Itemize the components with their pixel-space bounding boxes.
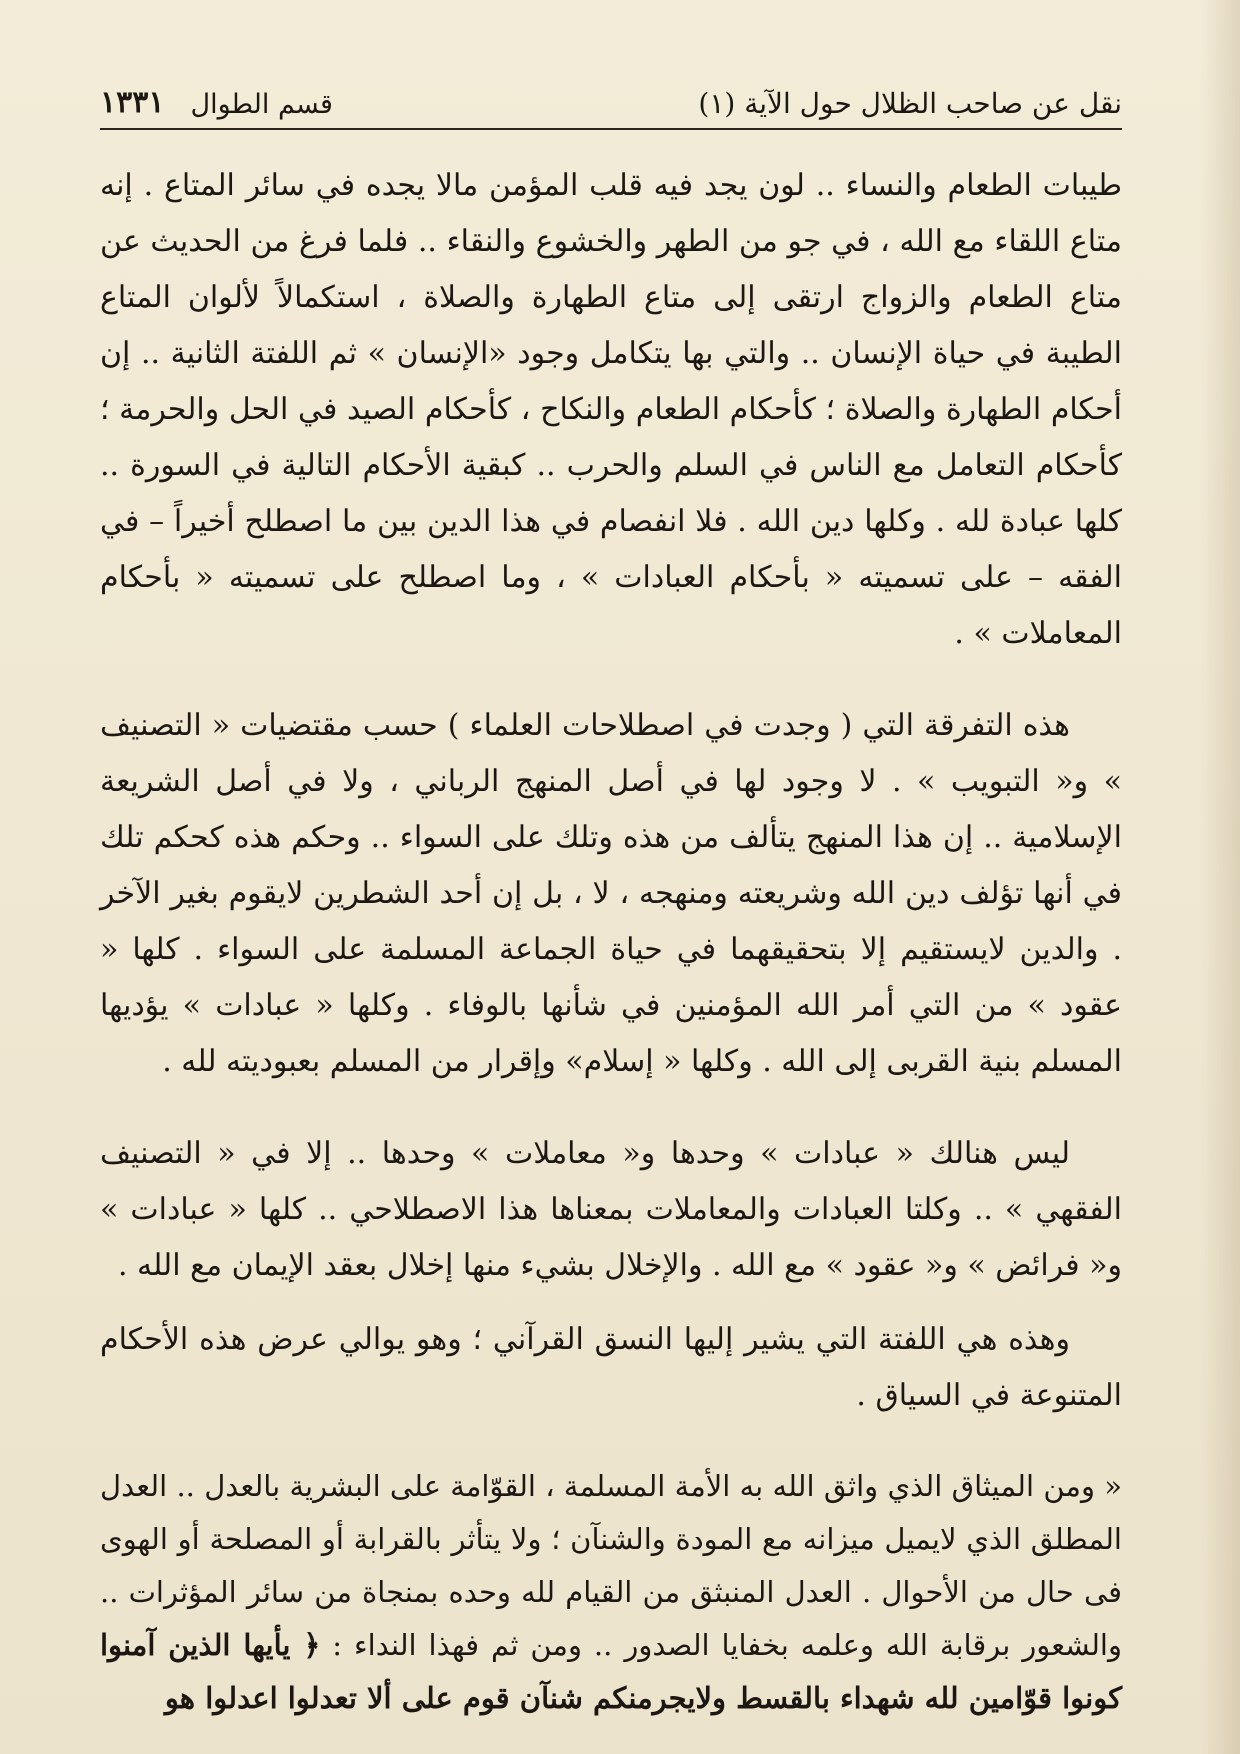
paragraph-4: وهذه هي اللفتة التي يشير إليها النسق القرآني ؛ وهو يوالي عرض هذه الأحكام المتنوعة في السياق . xyxy=(100,1322,1122,1413)
paragraph-2: هذه التفرقة التي ( وجدت في اصطلاحات العلماء ) حسب مقتضيات « التصنيف » و« التبويب » . لا وجود لها في أصل المنهج الرباني ، ولا في أصل الشريعة الإسلامية .. إن هذا المنهج يتألف من هذه وتلك على السواء .. وحكم هذه كحكم تلك في أنها تؤلف دين الله وشريعته ومنهجه ، لا ، بل إن أحد الشطرين لايقوم بغير الآخر . والدين لايستقيم إلا بتحقيقهما في حياة الجماعة المسلمة على السواء . كلها « عقود » من التي أمر الله المؤمنين في شأنها بالوفاء . وكلها « عبادات » يؤديها المسلم بنية القربى إلى الله . وكلها « إسلام» وإقرار من المسلم بعبوديته لله . xyxy=(100,708,1122,1079)
page-body xyxy=(100,158,1122,1725)
paragraph-1: طيبات الطعام والنساء .. لون يجد فيه قلب المؤمن مالا يجده في سائر المتاع . إنه متاع اللقاء مع الله ، في جو من الطهر والخشوع والنقاء .. فلما فرغ من الحديث عن متاع الطعام والزواج ارتقى إلى متاع الطهارة والصلاة ، استكمالاً لألوان المتاع الطيبة في حياة الإنسان .. والتي بها يتكامل وجود «الإنسان » ثم اللفتة الثانية .. إن أحكام الطهارة والصلاة ؛ كأحكام الطعام والنكاح ، كأحكام الصيد في الحل والحرمة ؛ كأحكام التعامل مع الناس في السلم والحرب .. كبقية الأحكام التالية في السورة .. كلها عبادة لله . وكلها دين الله . فلا انفصام في هذا الدين بين ما اصطلح أخيراً – في الفقه – على تسميته « بأحكام العبادات » ، وما اصطلح على تسميته « بأحكام المعاملات » . xyxy=(100,168,1122,651)
quotation-text: « ومن الميثاق الذي واثق الله به الأمة المسلمة ، القوّامة على البشرية بالعدل .. العدل المطلق الذي لايميل ميزانه مع المودة والشنآن ؛ ولا يتأثر بالقرابة أو المصلحة أو الهوى فى حال من الأحوال . العدل المنبثق من القيام لله وحده بمنجاة من سائر المؤثرات .. والشعور برقابة الله وعلمه بخفايا الصدور .. ومن ثم فهذا النداء : xyxy=(100,1469,1122,1662)
header-divider xyxy=(100,128,1122,130)
page-number: ١٣٣١ xyxy=(100,85,165,120)
quran-verse: ﴿ يأيها الذين آمنوا كونوا قوّامين لله شهداء بالقسط ولايجرمنكم شنآن قوم على ألا تعدلوا اعدلوا هو xyxy=(100,1628,1122,1715)
section-info xyxy=(100,85,333,120)
page-header xyxy=(100,70,1122,120)
paragraph-3: ليس هنالك « عبادات » وحدها و« معاملات » وحدها .. إلا في « التصنيف الفقهي » .. وكلتا العبادات والمعاملات بمعناها هذا الاصطلاحي .. كلها « عبادات » و« فرائض » و« عقود » مع الله . والإخلال بشيء منها إخلال بعقد الإيمان مع الله . xyxy=(100,1136,1122,1283)
quotation-paragraph xyxy=(100,1460,1122,1725)
running-title: نقل عن صاحب الظلال حول الآية (١) xyxy=(698,87,1122,120)
section-title: قسم الطوال xyxy=(190,89,333,120)
